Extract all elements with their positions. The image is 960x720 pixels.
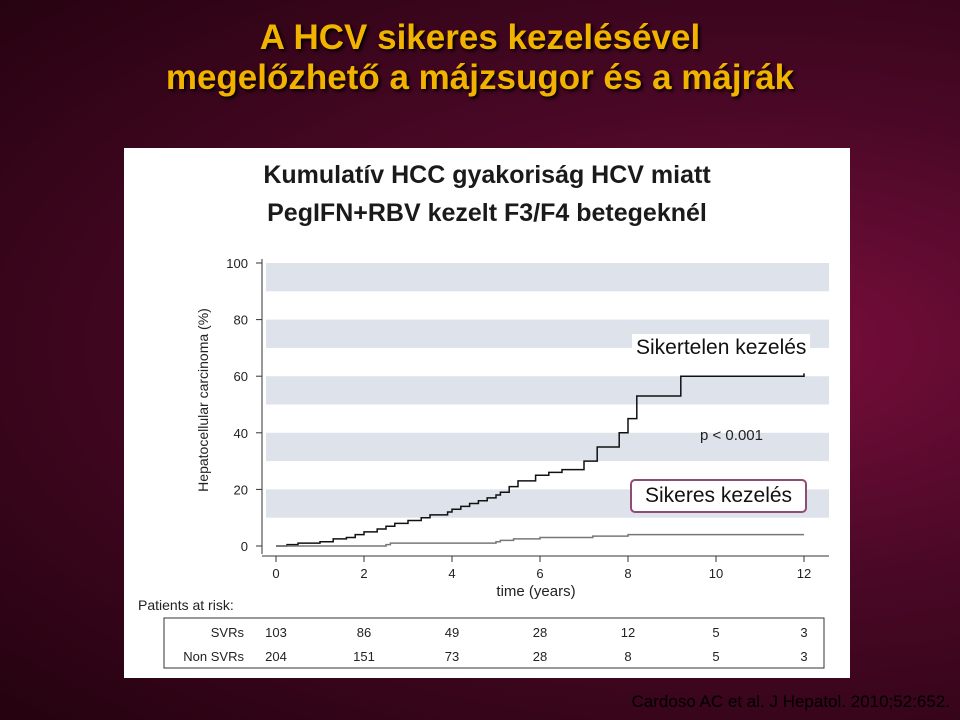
x-tick-label: 0: [272, 566, 280, 581]
ticks: [226, 256, 811, 581]
risk-row-label: Non SVRs: [183, 649, 244, 664]
y-tick-label: 80: [233, 312, 248, 328]
y-tick-label: 20: [233, 482, 248, 498]
slide-title: [0, 18, 960, 98]
x-tick-label: 12: [796, 566, 812, 581]
y-axis-label: Hepatocellular carcinoma (%): [195, 308, 211, 492]
x-tick-label: 2: [360, 566, 368, 581]
risk-cell: 8: [624, 649, 632, 664]
x-tick-label: 8: [624, 566, 632, 581]
risk-cell: 3: [800, 649, 808, 664]
risk-row-label: SVRs: [210, 625, 244, 640]
risk-cell: 12: [620, 625, 636, 640]
risk-cell: 28: [532, 649, 548, 664]
slide-title-line2: megelőzhető a májzsugor és a májrák: [165, 58, 795, 97]
risk-cell: 28: [532, 625, 548, 640]
risk-table-title: Patients at risk:: [138, 597, 234, 613]
chart-title-line1: Kumulatív HCC gyakoriság HCV miatt: [263, 161, 711, 189]
x-axis-label: time (years): [496, 583, 576, 600]
risk-cell: 49: [444, 625, 460, 640]
risk-cell: 73: [444, 649, 460, 664]
km-chart: [124, 148, 850, 678]
risk-cell: 151: [353, 649, 375, 664]
risk-cell: 86: [356, 625, 372, 640]
slide-title-line1: A HCV sikeres kezelésével: [259, 18, 701, 57]
risk-table: [138, 597, 824, 668]
legend-non-svr: Sikertelen kezelés: [632, 334, 810, 362]
y-tick-label: 0: [240, 539, 248, 554]
risk-cell: 5: [712, 625, 720, 640]
y-tick-label: 60: [233, 369, 248, 385]
risk-table-frame: [164, 618, 824, 668]
p-value-annotation: p < 0.001: [700, 427, 763, 444]
grid-band: [266, 376, 829, 404]
risk-cell: 204: [265, 649, 287, 664]
legend-svr: Sikeres kezelés: [630, 479, 807, 513]
y-tick-label: 100: [226, 256, 248, 271]
y-tick-label: 40: [233, 425, 248, 441]
citation: Cardoso AC et al. J Hepatol. 2010;52:652.: [631, 692, 950, 711]
chart-figure: [124, 148, 850, 678]
x-tick-label: 4: [448, 566, 456, 581]
grid-band: [266, 263, 829, 291]
x-tick-label: 10: [708, 566, 724, 581]
risk-cell: 5: [712, 649, 720, 664]
risk-cell: 103: [265, 625, 287, 640]
chart-title-line2: PegIFN+RBV kezelt F3/F4 betegeknél: [267, 199, 707, 227]
risk-cell: 3: [800, 625, 808, 640]
x-tick-label: 6: [536, 566, 544, 581]
